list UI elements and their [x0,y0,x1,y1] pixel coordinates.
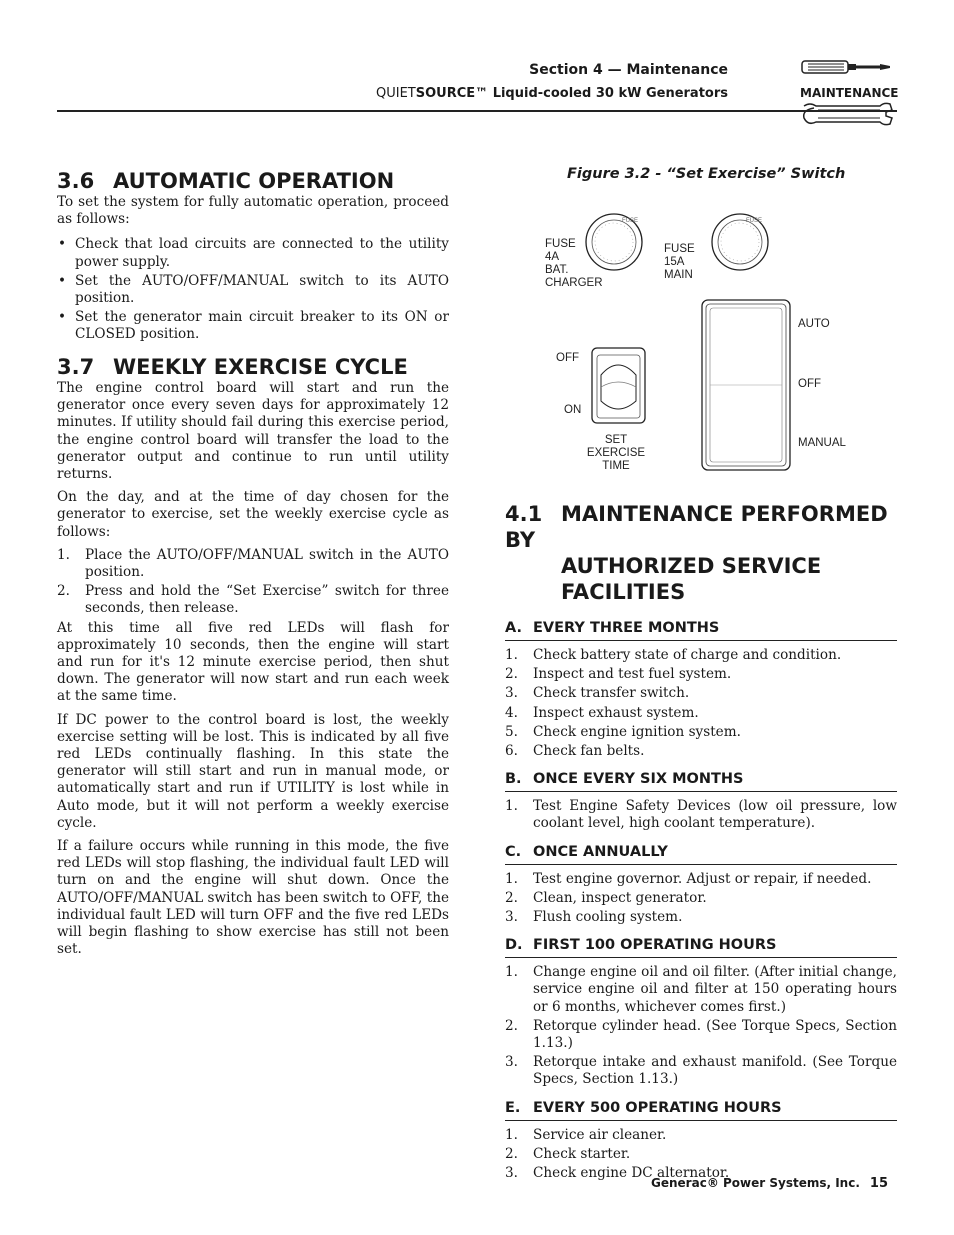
list-item [57,583,449,617]
label-line: FUSE [545,238,576,250]
first-100-hours-list [505,964,897,1088]
section-4-1 [505,501,897,1184]
page-footer [560,1176,888,1191]
bullet-marker: • [58,309,67,326]
exercise-steps [57,547,449,618]
list-item-text: Check starter. [533,1145,631,1162]
six-month-list [505,798,897,832]
list-item-text: Check transfer switch. [533,685,690,702]
list-item [505,724,897,741]
number-marker: 4. [505,704,518,721]
product-header [300,86,728,101]
auto-off-manual-switch-icon [702,300,790,470]
list-item [505,964,897,1016]
section-3-7-heading [57,354,449,380]
list-item [505,743,897,760]
section-header: Section 4 — Maintenance [529,62,728,78]
subsection-d-heading [505,936,897,958]
list-item [57,309,449,343]
maintenance-badge: MAINTENANCE [800,86,899,100]
number-marker: 2. [57,583,70,600]
label-line: 4A [545,251,560,263]
three-month-list [505,647,897,760]
header-rule [57,110,897,112]
section-number: 3.6 [57,169,95,193]
footer-company: Generac® Power Systems, Inc. [651,1176,860,1190]
label-line: CHARGER [545,277,603,289]
section-number: 4.1 [505,502,543,526]
number-marker: 5. [505,723,518,740]
label-line: MAIN [664,269,693,281]
subsection-title: EVERY 500 OPERATING HOURS [533,1099,782,1116]
subsection-e-heading [505,1099,897,1121]
fuse-15a-label [664,243,695,282]
list-item-text: Press and hold the “Set Exercise” switch for three seconds, then release. [85,583,449,617]
annual-list [505,871,897,927]
off-label: OFF [556,352,579,364]
list-item [505,705,897,722]
bullet-marker: • [58,236,67,253]
list-item [505,1127,897,1144]
list-item [505,666,897,683]
list-item-text: Inspect and test fuel system. [533,666,732,683]
list-item [505,1146,897,1163]
500-hours-list [505,1127,897,1183]
fuse-cap-text: FUSE [746,218,763,224]
label-line: BAT. [545,264,569,276]
number-marker: 6. [505,743,518,760]
list-item-text: Set the generator main circuit breaker to its ON or CLOSED position. [75,309,449,343]
paragraph: On the day, and at the time of day chosen for the generator to exercise, set the weekly exercise cycle as follows: [57,489,449,540]
list-item-text: Check engine ignition system. [533,723,741,740]
number-marker: 2. [505,666,518,683]
auto-label: AUTO [798,318,830,330]
label-line: TIME [602,460,630,472]
list-item-text: Check engine DC alternator. [533,1165,730,1182]
number-marker: 3. [505,685,518,702]
list-item [505,685,897,702]
product-name: SOURCE™ Liquid-cooled 30 kW Generators [415,86,728,101]
list-item-text: Check that load circuits are connected to the utility power supply. [75,236,449,270]
subsection-a-heading [505,619,897,641]
list-item-text: Retorque cylinder head. (See Torque Specs, Section 1.13.) [533,1017,897,1052]
label-line: SET [604,434,628,446]
number-marker: 1. [505,647,518,663]
list-item [505,798,897,832]
off-position-label: OFF [798,378,821,390]
section-title: AUTOMATIC OPERATION [113,169,395,193]
list-item-text: Check fan belts. [533,743,645,760]
label-line: EXERCISE [586,447,646,459]
paragraph: The engine control board will start and run the generator once every seven days for approximately 12 minutes. If utility should fail during this exercise period, the engine control board will transfer the load to the generator output and continue to run until utility returns. [57,380,449,483]
list-item [57,547,449,581]
list-item [57,236,449,270]
section-title: WEEKLY EXERCISE CYCLE [113,355,408,379]
list-item-text: Set the AUTO/OFF/MANUAL switch to its AUTO position. [75,272,449,307]
list-item-text: Test engine governor. Adjust or repair, if needed. [533,870,872,887]
list-item-text: Change engine oil and oil filter. (After initial change, service engine oil and filter at 150 operating hours or 6 months, whichever comes first.) [533,964,897,1015]
section-3-6-intro: To set the system for fully automatic operation, proceed as follows: [57,194,449,228]
paragraph: If a failure occurs while running in this mode, the five red LEDs will stop flashing, the individual fault LED will turn on and the engine will shut down. Once the AUTO/OFF/MANUAL switch has been switch to OFF, the individual fault LED will turn OFF and the five red LEDs will begin flashing to show exercise has still not been set. [57,838,449,958]
heading-line [505,501,897,553]
subsection-title: FIRST 100 OPERATING HOURS [533,937,777,954]
product-prefix: QUIET [376,86,416,101]
number-marker: 2. [505,1017,518,1034]
label-line: 15A [664,256,685,268]
list-item-text: Check battery state of charge and condition. [533,647,842,663]
list-item-text: Flush cooling system. [533,909,683,926]
number-marker: 3. [505,1054,518,1071]
number-marker: 3. [505,909,518,926]
list-item [505,871,897,888]
set-exercise-figure [540,205,860,483]
paragraph: If DC power to the control board is lost, the weekly exercise setting will be lost. This is indicated by all five red LEDs continually flashing. In this state the generator will still start and run in manual mode, or automatically start and run if UTILITY is lost while in Auto mode, but it will not perform a weekly exercise cycle. [57,711,449,831]
list-item-text: Place the AUTO/OFF/MANUAL switch in the AUTO position. [85,546,449,581]
manual-label: MANUAL [798,437,846,449]
number-marker: 2. [505,889,518,906]
list-item-text: Service air cleaner. [533,1126,667,1143]
list-item [505,1054,897,1088]
label-line: FUSE [664,243,695,255]
fuse-4a-label [545,238,603,290]
section-title: MAINTENANCE PERFORMED BY [505,502,888,552]
number-marker: 2. [505,1145,518,1162]
list-item-text: Test Engine Safety Devices (low oil pressure, low coolant level, high coolant temperature). [533,798,897,832]
number-marker: 1. [505,1126,518,1143]
list-item [505,890,897,907]
page-number: 15 [869,1176,888,1191]
number-marker: 1. [57,546,70,563]
list-item [57,273,449,307]
bullet-marker: • [58,272,67,289]
number-marker: 1. [505,870,518,887]
list-item [505,909,897,926]
section-3-7 [57,354,449,965]
section-3-6 [57,168,449,346]
list-item [505,647,897,664]
section-number: 3.7 [57,355,95,379]
list-item-text: Inspect exhaust system. [533,704,699,721]
number-marker: 1. [505,798,518,815]
paragraph: At this time all five red LEDs will flash for approximately 10 seconds, then the engine will start and run for it's 12 minute exercise period, then shut down. The generator will now start and run each week at the same time. [57,619,449,705]
subsection-letter: E. [505,1099,521,1116]
section-title-line2: AUTHORIZED SERVICE FACILITIES [561,554,822,604]
list-item-text: Clean, inspect generator. [533,889,707,906]
set-exercise-switch-icon [592,348,645,423]
subsection-title: ONCE EVERY SIX MONTHS [533,771,744,788]
number-marker: 1. [505,964,518,981]
subsection-c-heading [505,843,897,865]
figure-caption: Figure 3.2 - “Set Exercise” Switch [567,166,846,182]
subsection-letter: C. [505,843,522,860]
subsection-b-heading [505,770,897,792]
on-label: ON [564,404,582,416]
subsection-letter: A. [505,620,522,636]
subsection-letter: B. [505,771,522,788]
list-item-text: Retorque intake and exhaust manifold. (See Torque Specs, Section 1.13.) [533,1054,897,1088]
subsection-title: ONCE ANNUALLY [533,843,668,860]
list-item [505,1018,897,1052]
section-4-1-heading [505,501,897,605]
subsection-letter: D. [505,937,523,954]
fuse-cap-text: FUSE [622,218,639,224]
auto-operation-list [57,236,449,343]
subsection-title: EVERY THREE MONTHS [533,620,720,636]
number-marker: 3. [505,1165,518,1182]
set-exercise-label [568,434,664,473]
section-3-6-heading [57,168,449,194]
